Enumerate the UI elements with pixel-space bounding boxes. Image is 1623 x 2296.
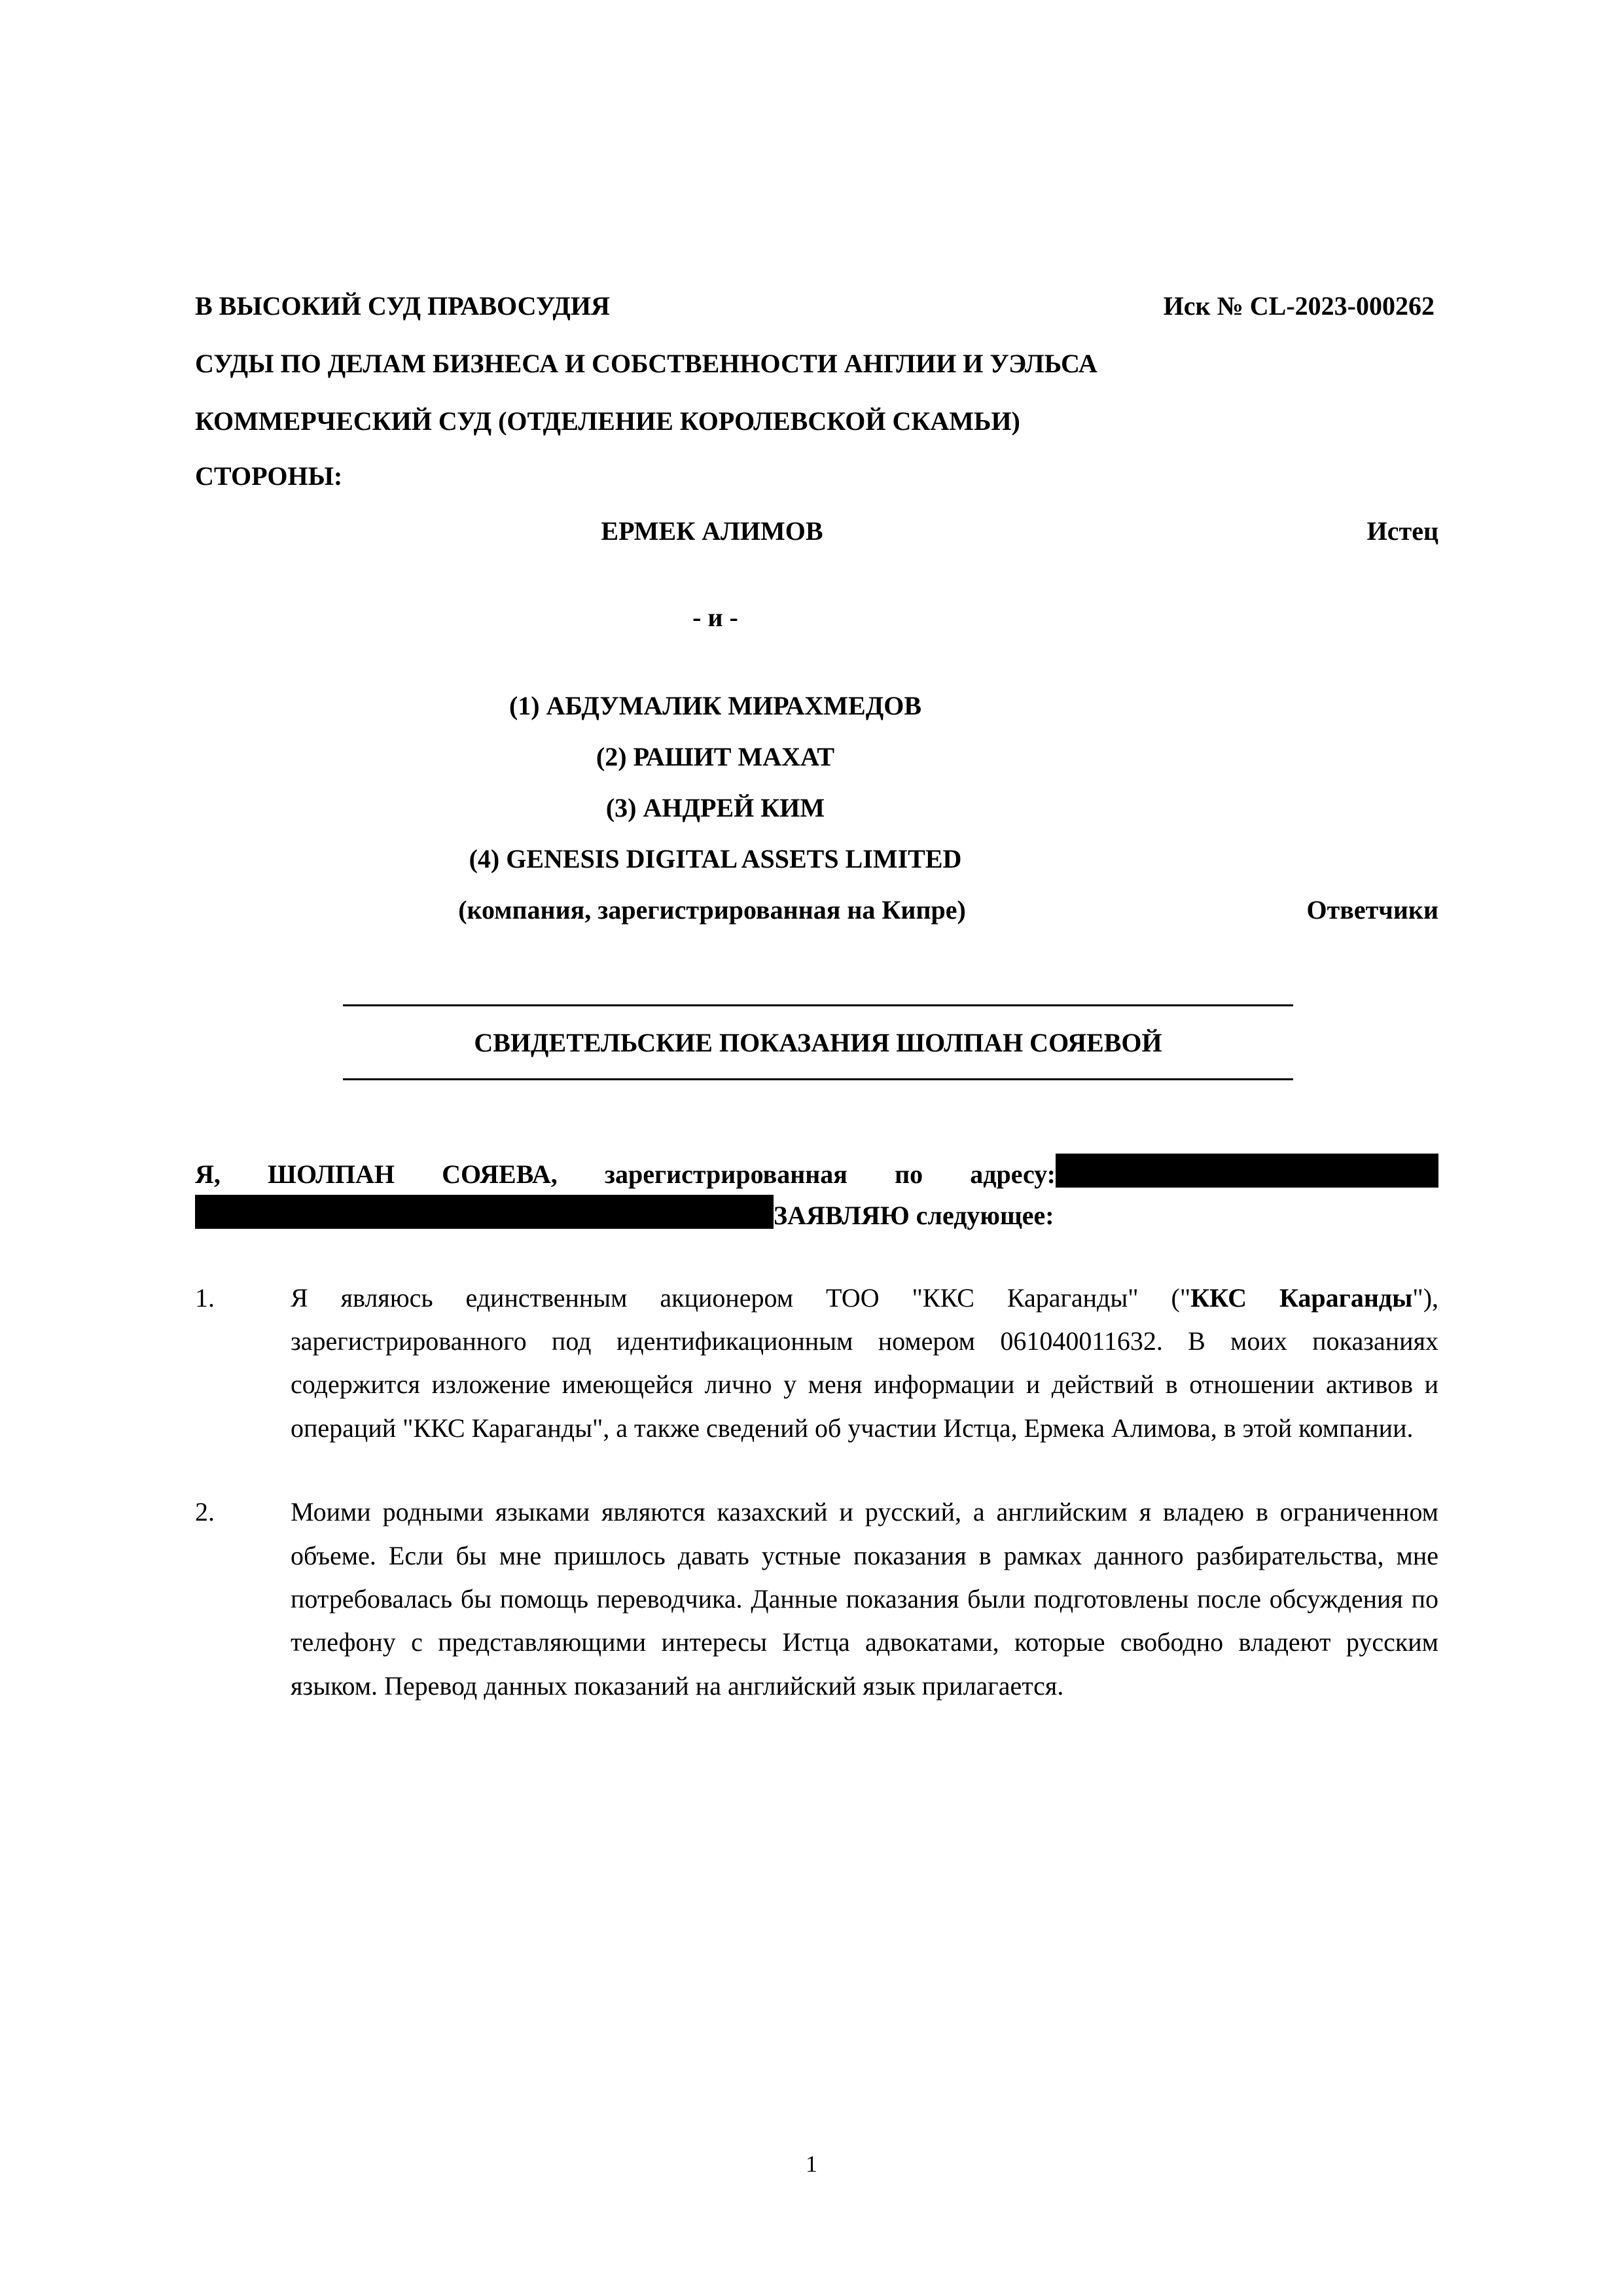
party-separator: - и - bbox=[692, 603, 738, 632]
paragraph-1-part-1: Я являюсь единственным акционером ТОО "ККС Караганды" (" bbox=[291, 1282, 1191, 1313]
parties-label: СТОРОНЫ: bbox=[195, 461, 343, 491]
document-title-block bbox=[343, 1004, 1293, 1080]
declaration-lead: Я, ШОЛПАН СОЯЕВА, зарегистрированная по адресу: bbox=[195, 1159, 1056, 1189]
defendant-4: (4) GENESIS DIGITAL ASSETS LIMITED bbox=[469, 844, 962, 874]
parties-block bbox=[195, 518, 1438, 923]
claimant-name: ЕРМЕК АЛИМОВ bbox=[601, 516, 823, 546]
court-header-row bbox=[195, 293, 1438, 319]
redacted-address-bar-1 bbox=[1056, 1154, 1438, 1188]
defendant-note-row bbox=[195, 897, 1438, 923]
paragraph-1-defined-term: ККС Караганды bbox=[1190, 1282, 1413, 1313]
defendants-role: Ответчики bbox=[1306, 895, 1438, 925]
paragraph-marker-1: 1. bbox=[195, 1282, 215, 1313]
declaration-statement bbox=[195, 1154, 1438, 1236]
defendant-2: (2) РАШИТ МАХАТ bbox=[596, 742, 835, 771]
redacted-address-bar-2 bbox=[195, 1195, 774, 1229]
defendant-incorporation-note: (компания, зарегистрированная на Кипре) bbox=[458, 895, 966, 925]
numbered-paragraph bbox=[195, 1277, 1438, 1451]
paragraph-marker-2: 2. bbox=[195, 1497, 215, 1527]
document-content bbox=[195, 293, 1438, 1708]
paragraph-1-part-2: "), зарегистрированного под идентификационным номером 061040011632. В моих показаниях содержится изложение имеющейся лично у меня информации и действий в отношении активов и операций "ККС Караганды", а также сведений об участии Истца, Ермека Алимова, в этой компании. bbox=[291, 1282, 1439, 1443]
defendant-1: (1) АБДУМАЛИК МИРАХМЕДОВ bbox=[508, 691, 922, 720]
paragraph-2-part-1: Моими родными языками являются казахский и русский, а английским я владею в ограниченном объеме. Если бы мне пришлось давать устные показания в рамках данного разбирательства, мне потребовалась бы помощь переводчика. Данные показания были подготовлены после обсуждения по телефону с представляющими интересы Истца адвокатами, которые свободно владеют русским языком. Перевод данных показаний на английский язык прилагается. bbox=[291, 1497, 1438, 1701]
court-name-line: В ВЫСОКИЙ СУД ПРАВОСУДИЯ bbox=[195, 291, 610, 321]
claimant-role: Истец bbox=[1366, 516, 1438, 546]
claimant-row bbox=[195, 518, 1438, 544]
paragraph-body-2 bbox=[291, 1491, 1438, 1708]
paragraph-body-1 bbox=[291, 1277, 1438, 1451]
case-number: Иск № CL-2023-000262 bbox=[1163, 291, 1435, 321]
numbered-paragraph bbox=[195, 1491, 1438, 1708]
document-title: СВИДЕТЕЛЬСКИЕ ПОКАЗАНИЯ ШОЛПАН СОЯЕВОЙ bbox=[474, 1028, 1162, 1057]
court-subdivision-line: КОММЕРЧЕСКИЙ СУД (ОТДЕЛЕНИЕ КОРОЛЕВСКОЙ СКАМЬИ) bbox=[195, 406, 1020, 436]
title-rule-bottom bbox=[343, 1078, 1293, 1080]
declaration-tail: ЗАЯВЛЯЮ следующее: bbox=[774, 1200, 1054, 1230]
page-number: 1 bbox=[806, 2151, 817, 2177]
court-division-line: СУДЫ ПО ДЕЛАМ БИЗНЕСА И СОБСТВЕННОСТИ АНГЛИИ И УЭЛЬСА bbox=[195, 349, 1097, 378]
defendant-3: (3) АНДРЕЙ КИМ bbox=[605, 793, 825, 822]
